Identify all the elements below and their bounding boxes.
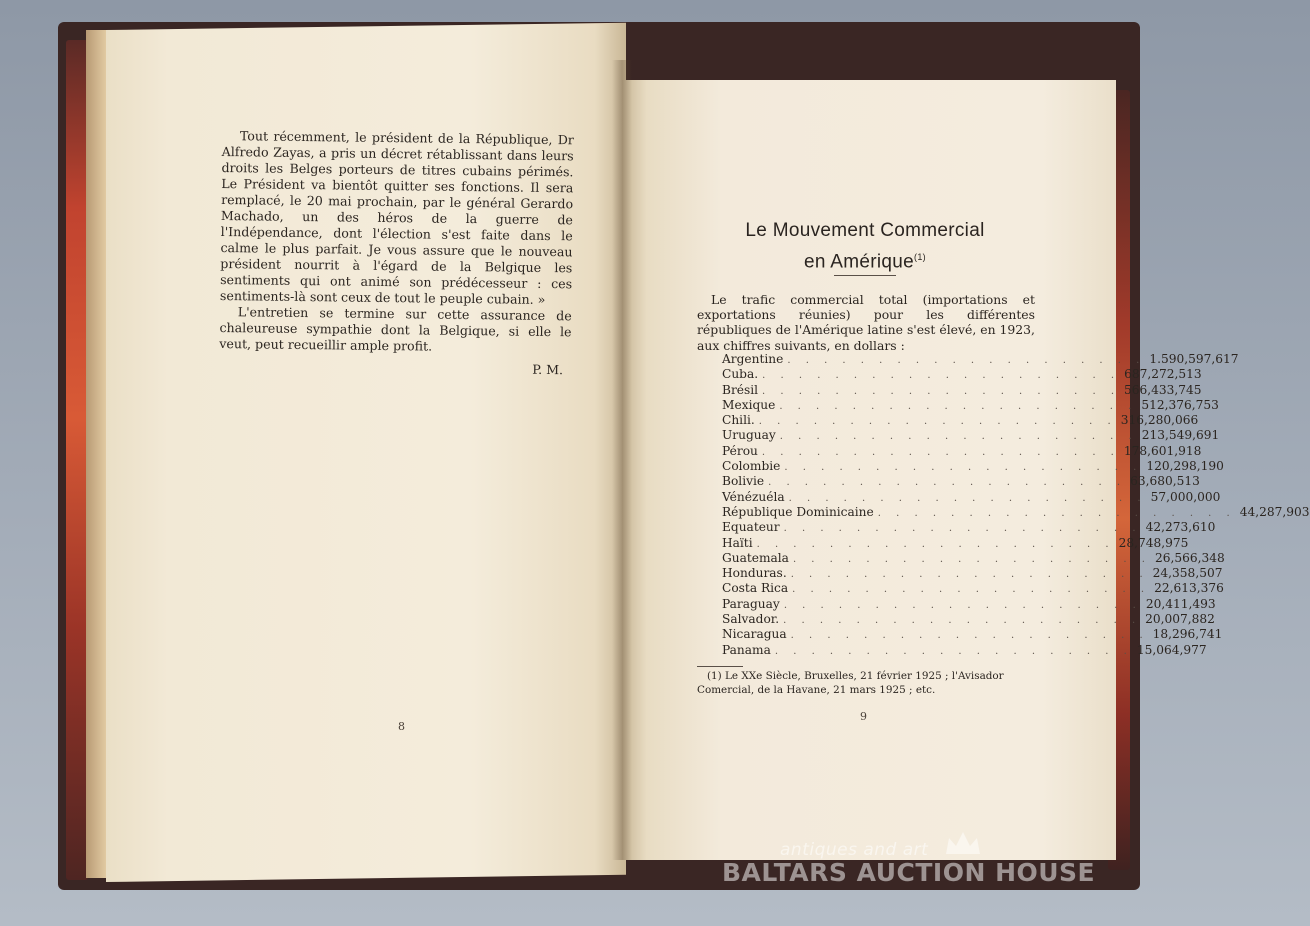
trade-value: 178,601,918 xyxy=(1123,443,1202,458)
leader-dots: . . . . . . . . . . . . . . . . . . . . xyxy=(792,553,1151,565)
trade-value: 44,287,903 xyxy=(1239,504,1310,519)
table-row xyxy=(722,443,1202,459)
trade-value: 20,007,882 xyxy=(1145,612,1215,627)
trade-value: 687,272,513 xyxy=(1124,367,1202,382)
signature: P. M. xyxy=(532,361,564,378)
country-name: Pérou xyxy=(722,443,758,458)
country-name: Vénézuéla xyxy=(722,489,785,504)
left-paragraph-2: L'entretien se termine sur cette assurance de chaleureuse sympathie dont la Belgique, si elle le veut, peut recueillir ample profit. xyxy=(219,304,572,354)
intro-paragraph: Le trafic commercial total (importations et exportations réunies) pour les différentes républiques de l'Amérique latine s'est élevé, en 1923, aux chiffres suivants, en dollars : xyxy=(697,292,1035,353)
table-row xyxy=(722,489,1221,505)
trade-value: 316,280,066 xyxy=(1120,413,1199,428)
trade-value: 1.590,597,617 xyxy=(1149,352,1239,366)
left-page-text xyxy=(219,128,574,378)
trade-value: 63,680,513 xyxy=(1130,474,1200,489)
trade-value: 120,298,190 xyxy=(1146,459,1224,474)
table-row xyxy=(722,581,1224,596)
marbled-edge-left xyxy=(66,40,88,880)
table-row xyxy=(722,520,1216,535)
page-number-right: 9 xyxy=(860,710,867,723)
leader-dots: . . . . . . . . . . . . . . . . . . . . xyxy=(758,416,1117,428)
title-line-2: en Amérique$^{(1)}$ xyxy=(804,251,926,273)
trade-value: 28,748,975 xyxy=(1118,535,1189,550)
leader-dots: . . . . . . . . . . . . . . . . . . . . xyxy=(756,538,1115,550)
trade-value: 213,549,691 xyxy=(1141,428,1220,443)
trade-value: 57,000,000 xyxy=(1150,489,1221,504)
intro-text xyxy=(697,292,1035,353)
trade-value: 26,566,348 xyxy=(1154,550,1225,565)
watermark-brand: BALTARS AUCTION HOUSE xyxy=(722,858,1096,887)
watermark-tagline: antiques and art xyxy=(780,840,929,860)
country-name: Guatemala xyxy=(722,550,789,565)
trade-value: 15,064,977 xyxy=(1136,642,1207,657)
leader-dots: . . . . . . . . . . . . . . . . . . . . xyxy=(783,523,1142,535)
country-name: Colombie xyxy=(722,459,781,474)
title-rule xyxy=(834,275,896,276)
crown-icon xyxy=(944,830,982,858)
left-paragraph-1: Tout récemment, le président de la République, Dr Alfredo Zayas, a pris un décret rétablissant dans leurs droits les Belges porteurs de titres cubains périmés. Le Président va bientôt quitter ses fonctions. Il sera remplacé, le 20 mai prochain, par le général Gerardo Machado, un des héros de la guerre de l'Indépendance, dont l'élection s'est faite dans le calme le plus parfait. Je vous assure que le nouveau président nourrit à l'égard de la Belgique les sentiments qui ont animé son prédécesseur : ces sentiments-là sont ceux de tout le peuple cubain. » xyxy=(219,128,574,307)
title-footnote-marker: (1) xyxy=(914,252,926,262)
table-row xyxy=(722,627,1223,642)
country-name: Costa Rica xyxy=(722,581,789,596)
trade-value: 20,411,493 xyxy=(1145,596,1216,611)
table-row xyxy=(722,596,1216,612)
trade-value: 42,273,610 xyxy=(1145,520,1216,535)
country-name: Bolivie xyxy=(722,474,765,489)
table-row xyxy=(722,642,1207,658)
page-title xyxy=(700,218,1030,275)
trade-value: 566,433,745 xyxy=(1124,382,1202,397)
footnote-rule xyxy=(697,666,743,667)
leader-dots: . . . . . . . . . . . . . . . . . . . . xyxy=(774,645,1133,657)
trade-value: 24,358,507 xyxy=(1152,566,1223,581)
country-name: Uruguay xyxy=(722,428,776,443)
leader-dots: . . . . . . . . . . . . . . . . . . . . xyxy=(768,477,1127,489)
table-row xyxy=(722,428,1220,443)
leader-dots: . . . . . . . . . . . . . . . . . . . . xyxy=(792,584,1151,596)
leader-dots: . . . . . . . . . . . . . . . . . . . . xyxy=(762,370,1121,382)
country-name: Honduras. xyxy=(722,566,787,581)
table-row xyxy=(722,504,1310,520)
leader-dots: . . . . . . . . . . . . . . . . . . . . xyxy=(762,385,1121,397)
table-row xyxy=(722,612,1215,627)
page-number-left: 8 xyxy=(398,720,405,733)
table-row xyxy=(722,352,1239,367)
leader-dots: . . . . . . . . . . . . . . . . . . . . xyxy=(788,492,1147,504)
country-name: Brésil xyxy=(722,382,759,397)
table-row xyxy=(722,566,1223,581)
leader-dots: . . . . . . . . . . . . . . . . . . . . xyxy=(787,355,1146,366)
leader-dots: . . . . . . . . . . . . . . . . . . . . xyxy=(761,446,1120,458)
table-row xyxy=(722,413,1199,428)
table-row xyxy=(722,382,1202,398)
country-name: Nicaragua xyxy=(722,627,787,642)
leader-dots: . . . . . . . . . . . . . . . . . . . . xyxy=(783,615,1142,627)
country-name: Chili. xyxy=(722,413,755,428)
table-row xyxy=(722,535,1189,551)
trade-value: 512,376,753 xyxy=(1141,397,1219,412)
country-name: Argentine xyxy=(722,352,784,366)
country-name: Mexique xyxy=(722,397,776,412)
footnote-text: (1) Le XXe Siècle, Bruxelles, 21 février 1925 ; l'Avisador Comercial, de la Havane, 21 mars 1925 ; etc. xyxy=(697,670,1004,696)
book-gutter xyxy=(612,60,632,860)
country-name: Paraguay xyxy=(722,596,780,611)
title-line-1: Le Mouvement Commercial xyxy=(745,220,985,241)
table-row xyxy=(722,474,1200,489)
country-name: Panama xyxy=(722,642,771,657)
country-name: Salvador. xyxy=(722,612,780,627)
footnote xyxy=(697,670,1037,697)
leader-dots: . . . . . . . . . . . . . . . . . . . . xyxy=(877,507,1236,519)
table-row xyxy=(722,459,1224,474)
table-row xyxy=(722,550,1225,566)
leader-dots: . . . . . . . . . . . . . . . . . . . . xyxy=(779,431,1138,443)
country-name: République Dominicaine xyxy=(722,504,874,519)
leader-dots: . . . . . . . . . . . . . . . . . . . . xyxy=(784,462,1143,474)
leader-dots: . . . . . . . . . . . . . . . . . . . . xyxy=(783,599,1142,611)
country-name: Haïti xyxy=(722,535,753,550)
table-row xyxy=(722,367,1202,382)
country-name: Cuba. xyxy=(722,367,759,382)
trade-value: 22,613,376 xyxy=(1154,581,1224,596)
leader-dots: . . . . . . . . . . . . . . . . . . . . xyxy=(779,400,1138,412)
leader-dots: . . . . . . . . . . . . . . . . . . . . xyxy=(790,569,1149,581)
trade-table xyxy=(722,352,1310,658)
leader-dots: . . . . . . . . . . . . . . . . . . . . xyxy=(790,630,1149,642)
trade-value: 18,296,741 xyxy=(1152,627,1223,642)
table-row xyxy=(722,397,1219,413)
country-name: Equateur xyxy=(722,520,780,535)
